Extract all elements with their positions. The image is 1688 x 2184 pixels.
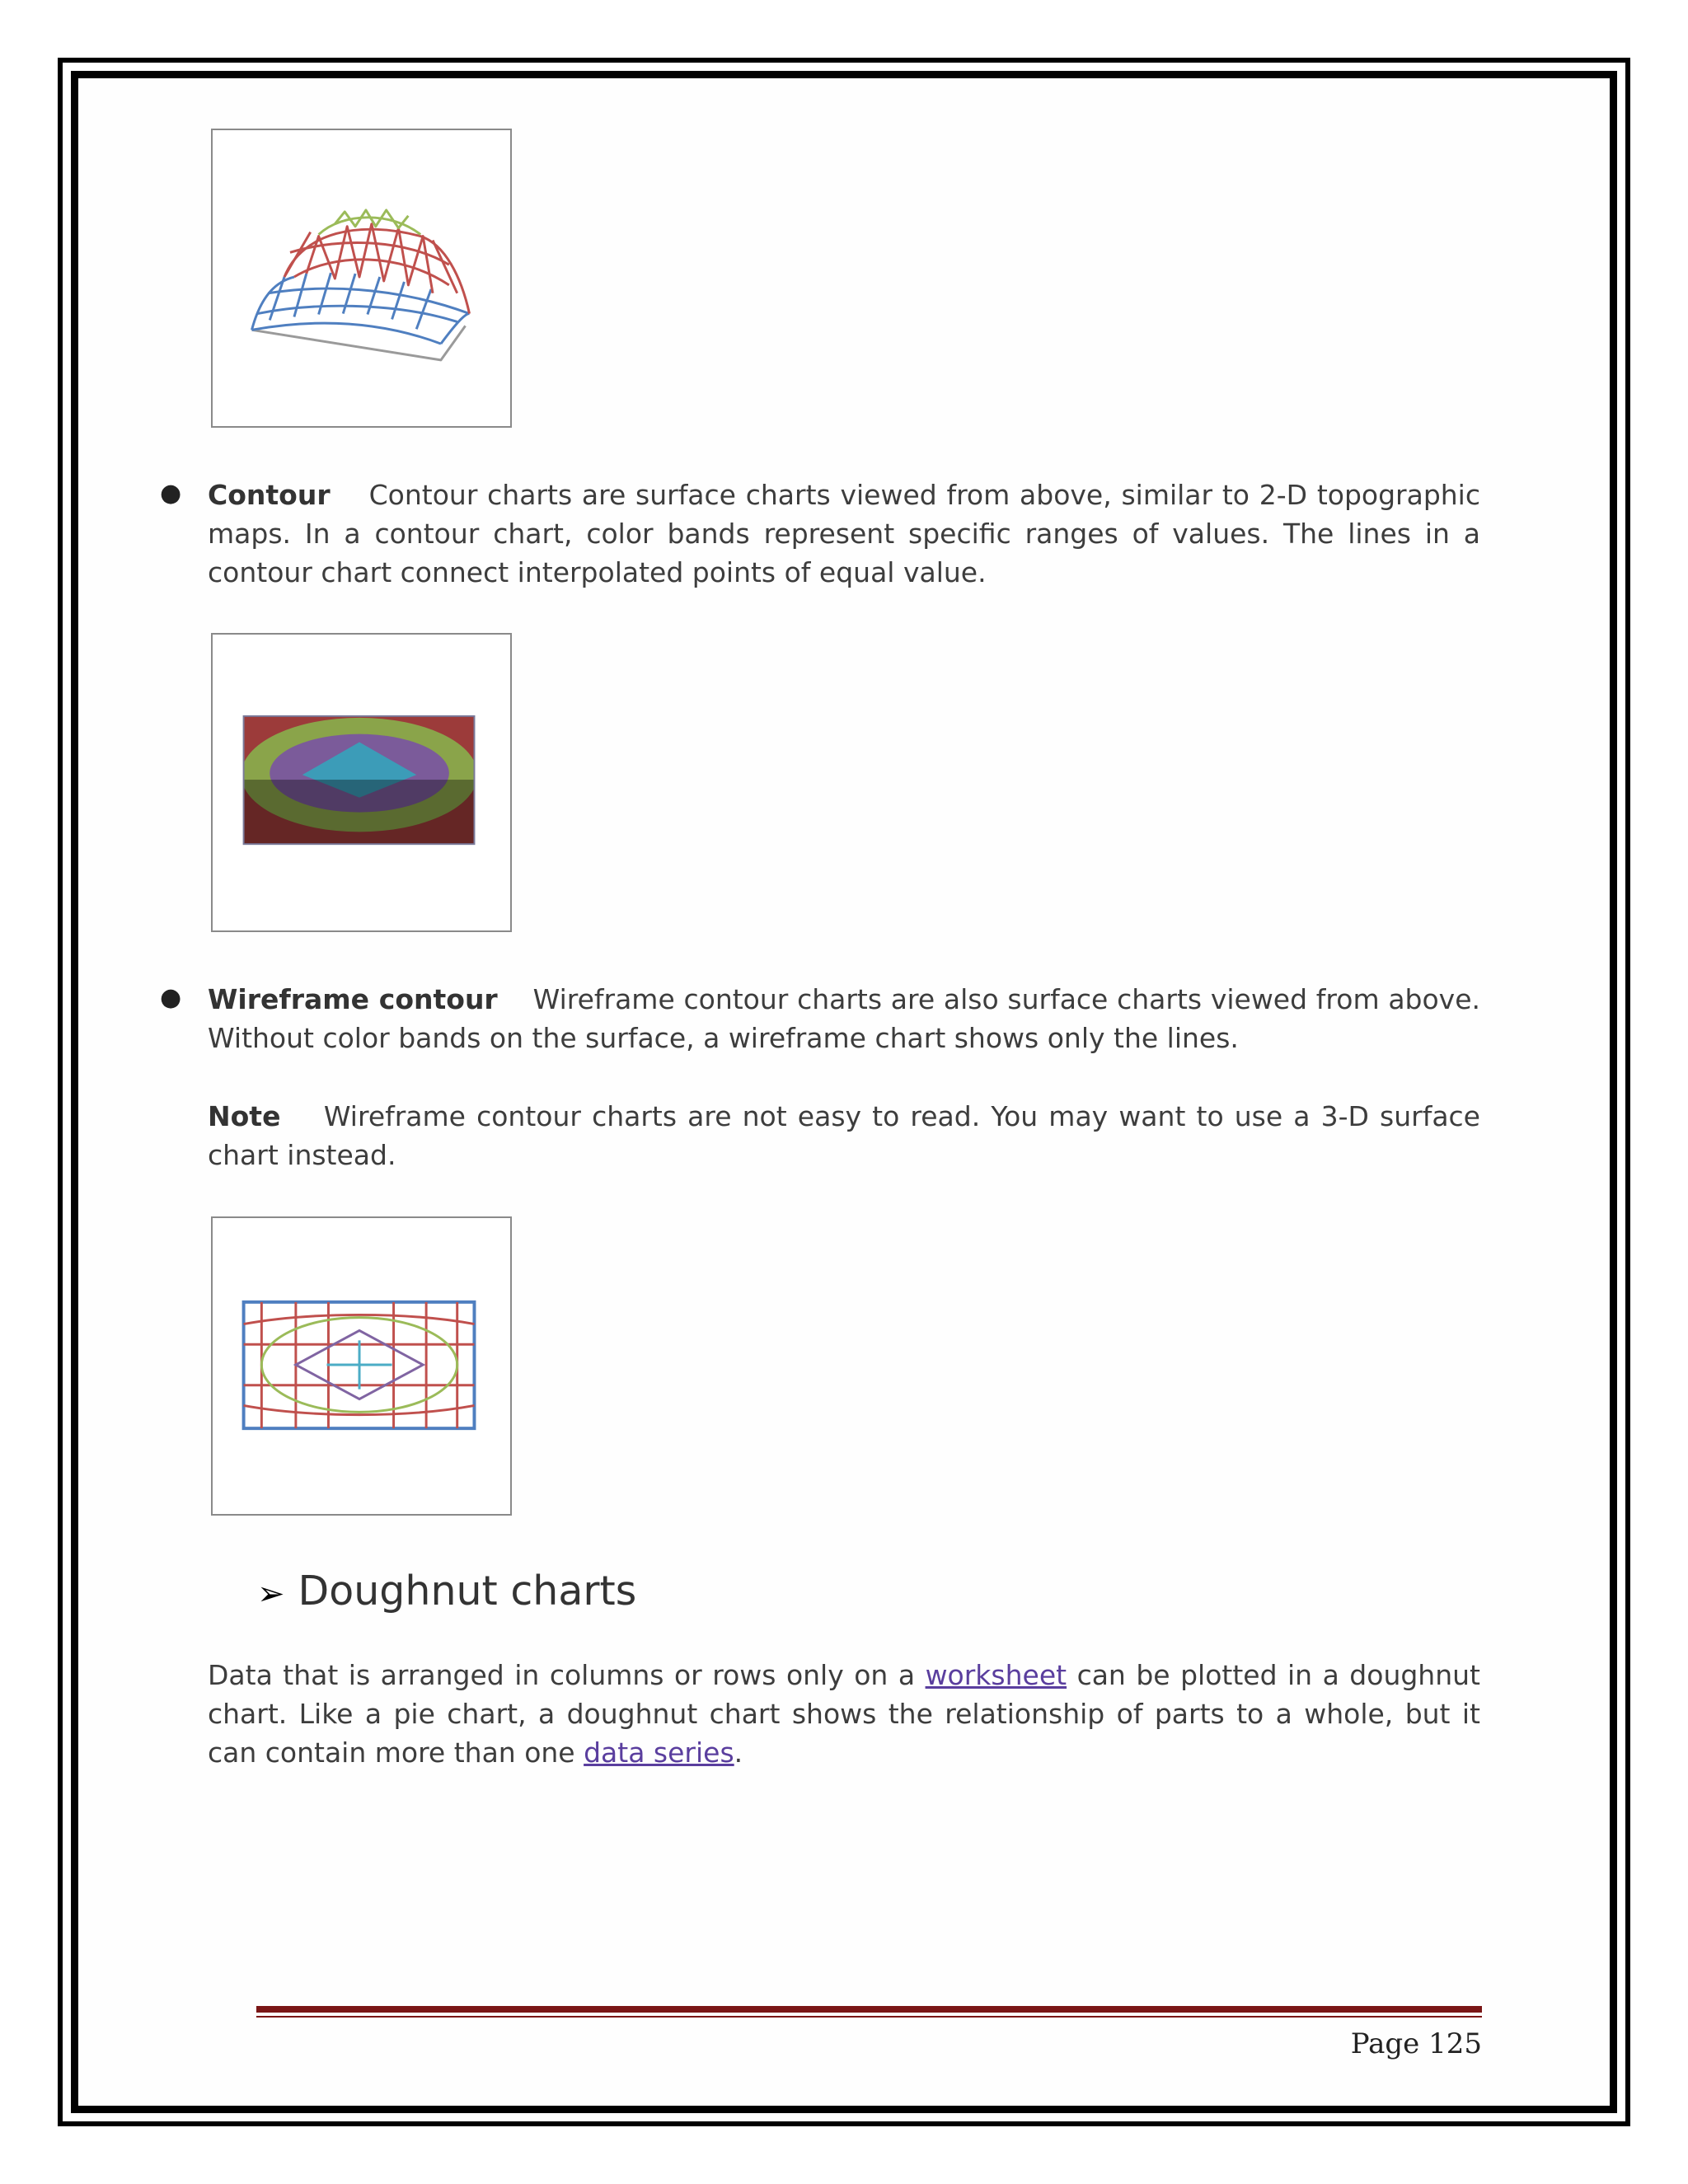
section-heading-text: Doughnut charts: [298, 1568, 637, 1615]
wireframe-contour-description: [208, 980, 1480, 1057]
worksheet-link[interactable]: worksheet: [925, 1659, 1067, 1691]
contour-chart-thumbnail: [211, 633, 512, 932]
doughnut-text-1: Data that is arranged in columns or rows only on a: [208, 1659, 926, 1691]
footer-rule-thin: [256, 2016, 1482, 2018]
note-label: Note: [208, 1100, 281, 1132]
wireframe-contour-text: Wireframe contour charts are also surface charts viewed from above. Without color bands on the surface, a wireframe chart shows only the lines.: [208, 983, 1481, 1054]
doughnut-description: [208, 1656, 1480, 1772]
wireframe-contour-term: Wireframe contour: [208, 983, 498, 1015]
wireframe-contour-chart-thumbnail: [211, 1216, 512, 1516]
note-text: Wireframe contour charts are not easy to read. You may want to use a 3-D surface chart instead.: [208, 1100, 1480, 1171]
data-series-link[interactable]: data series: [584, 1736, 734, 1769]
page-number: Page 125: [1350, 2027, 1482, 2060]
contour-term: Contour: [208, 479, 331, 511]
footer-rule: [256, 2006, 1482, 2013]
contour-text: Contour charts are surface charts viewed from above, similar to 2-D topographic maps. In a contour chart, color bands represent specific ranges of values. The lines in a contour chart connect interpolated points of equal value.: [208, 479, 1480, 588]
wireframe-3d-surface-chart-thumbnail: [211, 129, 512, 428]
bullet-icon: ●: [160, 983, 182, 1012]
note-paragraph: [208, 1097, 1480, 1174]
doughnut-text-2: can be plotted in a doughnut chart. Like a pie chart, a doughnut chart shows the relationship of parts to a whole, but it can contain more than one: [208, 1659, 1480, 1769]
doughnut-text-3: .: [734, 1736, 743, 1769]
section-heading: [257, 1563, 636, 1623]
bullet-icon: ●: [160, 479, 182, 508]
arrow-bullet-icon: ➢: [257, 1575, 285, 1613]
contour-description: [208, 476, 1480, 592]
